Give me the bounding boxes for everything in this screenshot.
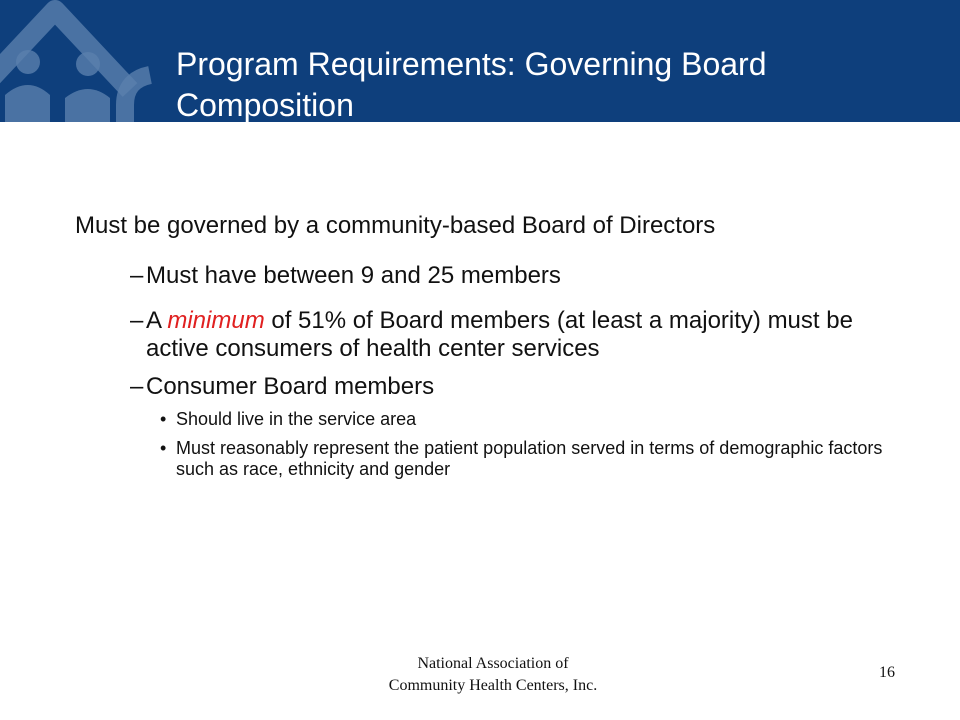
sub-point-members-count: [130, 262, 895, 290]
slide-title: Program Requirements: Governing Board Composition: [176, 46, 767, 122]
slide-header: [0, 0, 960, 122]
sub-point-consumer-members: [130, 373, 895, 401]
slide-body: [75, 212, 895, 480]
main-point: Must be governed by a community-based Board of Directors: [75, 212, 716, 239]
page-number: 16: [879, 664, 895, 681]
sub-point-prefix: A: [146, 307, 168, 334]
house-logo-icon: [0, 0, 180, 122]
bullet-represent-population: [160, 438, 895, 480]
sub-point-text: Must have between 9 and 25 members: [146, 262, 561, 289]
sub-point-consumer-majority: [130, 307, 895, 363]
dash-marker: –: [130, 262, 144, 289]
bullet-marker: •: [160, 409, 167, 429]
dash-marker: –: [130, 373, 144, 400]
bullet-text: Should live in the service area: [176, 409, 417, 429]
sub-point-text: Consumer Board members: [146, 373, 435, 400]
bullet-text: Must reasonably represent the patient population served in terms of demographic factors such as race, ethnicity and gender: [176, 438, 883, 479]
highlight-word: minimum: [167, 307, 265, 334]
bullet-service-area: [160, 409, 895, 430]
dash-marker: –: [130, 307, 144, 334]
footer-organization: National Association of Community Health Centers, Inc.: [388, 655, 598, 694]
sub-point-text: of 51% of Board members (at least a majority) must be active consumers of health center services: [146, 307, 853, 362]
bullet-marker: •: [160, 438, 167, 458]
